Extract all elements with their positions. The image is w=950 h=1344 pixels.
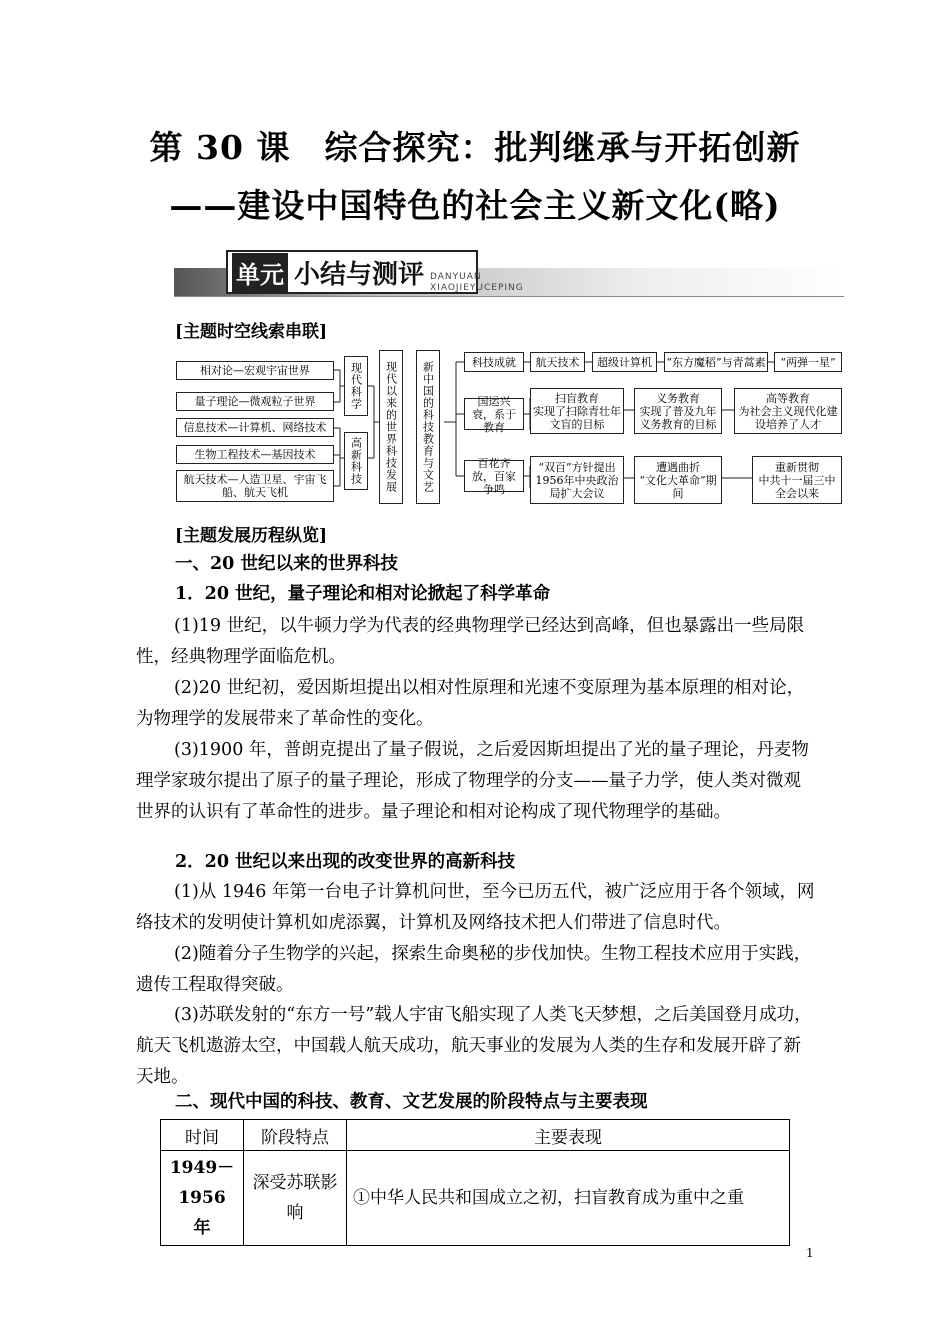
table-header-time: 时间 xyxy=(161,1120,244,1151)
diagram-edu-compulsory: 义务教育 实现了普及九年义务教育的目标 xyxy=(634,388,722,434)
diagram-china-node: 新中国的科技教育与文艺 xyxy=(416,350,440,504)
diagram-tech-supercomputer: 超级计算机 xyxy=(592,352,657,372)
table-cell-detail: ①中华人民共和国成立之初，扫盲教育成为重中之重 xyxy=(347,1151,790,1246)
section-development-title: [主题发展历程纵览] xyxy=(175,526,328,546)
banner-pinyin-1: DANYUAN xyxy=(430,272,482,282)
part2-heading: 二、现代中国的科技、教育、文艺发展的阶段特点与主要表现 xyxy=(175,1092,648,1112)
diagram-item-quantum: 量子理论—微观粒子世界 xyxy=(176,392,334,411)
diagram-tech-rice: “东方魔稻”与青蒿素 xyxy=(664,352,768,372)
banner-pinyin xyxy=(430,272,524,294)
diagram-item-space-tech: 航天技术—人造卫星、宇宙飞船、航天飞机 xyxy=(176,470,334,502)
diagram-tech-space: 航天技术 xyxy=(530,352,585,372)
part1-sub1: 1．20 世纪，量子理论和相对论掀起了科学革命 xyxy=(175,584,551,604)
table-header-feature: 阶段特点 xyxy=(244,1120,347,1151)
banner-black-text: 单元 xyxy=(232,253,288,292)
table-row xyxy=(161,1151,790,1246)
part1-paragraph-6: (3)苏联发射的“东方一号”载人宇宙飞船实现了人类飞天梦想，之后美国登月成功，航天飞机遨游太空，中国载人航天成功，航天事业的发展为人类的生存和发展开辟了新天地。 xyxy=(136,1005,812,1087)
diagram-edu-higher: 高等教育 为社会主义现代化建设培养了人才 xyxy=(734,388,842,434)
diagram-item-relativity: 相对论—宏观宇宙世界 xyxy=(176,361,334,380)
part1-sub2: 2．20 世纪以来出现的改变世界的高新科技 xyxy=(175,852,516,872)
diagram-art-renewal: 重新贯彻 中共十一届三中全会以来 xyxy=(752,456,842,504)
diagram-item-info-tech: 信息技术—计算机、网络技术 xyxy=(176,418,334,437)
table-cell-feature: 深受苏联影响 xyxy=(244,1151,347,1246)
timeline-diagram xyxy=(174,348,844,508)
diagram-edu-literacy: 扫盲教育 实现了扫除青壮年文盲的目标 xyxy=(530,388,624,434)
page-number: 1 xyxy=(806,1246,814,1260)
diagram-mid-art: 百花齐放，百家争鸣 xyxy=(464,460,524,492)
part1-paragraph-1: (1)19 世纪，以牛顿力学为代表的经典物理学已经达到高峰，但也暴露出一些局限性，经典物理学面临危机。 xyxy=(136,616,805,667)
section-timeline-title: [主题时空线索串联] xyxy=(175,322,328,342)
diagram-high-tech: 高新科技 xyxy=(344,432,368,490)
part1-paragraph-5: (2)随着分子生物学的兴起，探索生命奥秘的步伐加快。生物工程技术应用于实践，遗传工程取得突破。 xyxy=(136,944,812,995)
diagram-mid-tech: 科技成就 xyxy=(464,352,524,372)
table-header-row xyxy=(161,1120,790,1151)
diagram-modern-science: 现代科学 xyxy=(344,356,368,416)
diagram-world-tech: 现代以来的世界科技发展 xyxy=(379,350,403,504)
part1-paragraph-2: (2)20 世纪初，爱因斯坦提出以相对性原理和光速不变原理为基本原理的相对论，为物理学的发展带来了革命性的变化。 xyxy=(136,678,805,729)
part1-paragraph-4: (1)从 1946 年第一台电子计算机问世，至今已历五代，被广泛应用于各个领域，网络技术的发明使计算机如虎添翼，计算机及网络技术把人们带进了信息时代。 xyxy=(136,882,815,933)
diagram-item-bio-tech: 生物工程技术—基因技术 xyxy=(176,445,334,464)
table-cell-time: 1949－1956 年 xyxy=(161,1151,244,1246)
banner-text: 小结与测评 xyxy=(294,259,425,290)
unit-summary-banner xyxy=(174,250,844,298)
banner-pinyin-2: XIAOJIEYUCEPING xyxy=(430,283,524,293)
diagram-art-setback: 遭遇曲折 “文化大革命”期间 xyxy=(634,456,722,504)
stage-table xyxy=(160,1119,790,1246)
diagram-mid-edu: 国运兴衰，系于教育 xyxy=(464,398,524,430)
part1-heading: 一、20 世纪以来的世界科技 xyxy=(175,554,398,574)
page-title-line2: ——建设中国特色的社会主义新文化(略) xyxy=(169,186,781,225)
diagram-tech-bombs: “两弹一星” xyxy=(774,352,842,372)
part1-paragraph-3: (3)1900 年，普朗克提出了量子假说，之后爱因斯坦提出了光的量子理论，丹麦物理学家玻尔提出了原子的量子理论，形成了物理学的分支——量子力学，使人类对微观世界的认识有了革命性的进步。量子理论和相对论构成了现代物理学的基础。 xyxy=(136,740,809,822)
page-title-line1: 第 30 课 综合探究：批判继承与开拓创新 xyxy=(149,128,801,167)
table-header-detail: 主要表现 xyxy=(347,1120,790,1151)
diagram-art-policy: “双百”方针提出 1956年中央政治局扩大会议 xyxy=(530,456,624,504)
banner-rule xyxy=(174,296,844,297)
